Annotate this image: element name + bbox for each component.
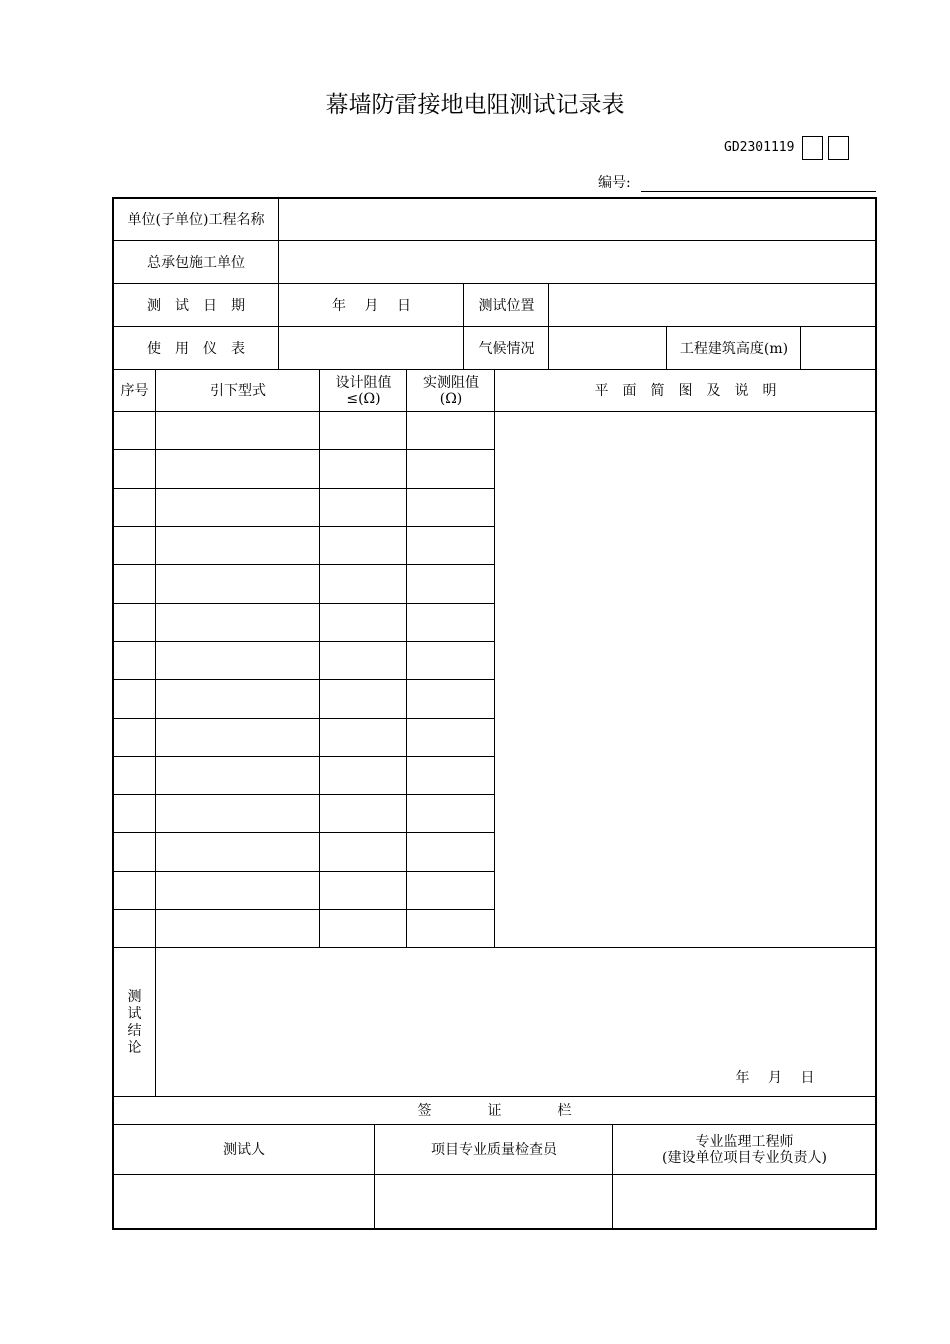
- down-type-cell[interactable]: [157, 758, 319, 794]
- down-type-cell[interactable]: [157, 834, 319, 871]
- actual-resistance-cell[interactable]: [408, 681, 494, 718]
- code-box-1[interactable]: [802, 136, 823, 160]
- contractor-label: 总承包施工单位: [147, 254, 245, 271]
- seq-cell[interactable]: [114, 720, 155, 756]
- col-plan-sketch: 平 面 简 图 及 说 明: [594, 383, 777, 399]
- col-down-type: 引下型式: [210, 383, 266, 399]
- down-type-cell[interactable]: [157, 873, 319, 909]
- design-resistance-cell[interactable]: [321, 413, 406, 449]
- form-code: GD2301119: [724, 140, 795, 155]
- inspector-label: 项目专业质量检查员: [431, 1142, 557, 1158]
- inspector-signature-field[interactable]: [376, 1176, 612, 1228]
- down-type-cell[interactable]: [157, 566, 319, 603]
- down-type-cell[interactable]: [157, 643, 319, 679]
- actual-resistance-cell[interactable]: [408, 643, 494, 679]
- design-resistance-cell[interactable]: [321, 758, 406, 794]
- seq-cell[interactable]: [114, 643, 155, 679]
- project-name-label: 单位(子单位)工程名称: [127, 211, 265, 228]
- supervisor-signature-field[interactable]: [614, 1176, 875, 1228]
- actual-resistance-cell[interactable]: [408, 451, 494, 488]
- design-resistance-cell[interactable]: [321, 873, 406, 909]
- building-height-label: 工程建筑高度(m): [679, 340, 789, 357]
- seq-cell[interactable]: [114, 451, 155, 488]
- down-type-cell[interactable]: [157, 605, 319, 641]
- down-type-cell[interactable]: [157, 528, 319, 564]
- seq-cell[interactable]: [114, 490, 155, 526]
- actual-resistance-cell[interactable]: [408, 720, 494, 756]
- down-type-cell[interactable]: [157, 490, 319, 526]
- seq-cell[interactable]: [114, 796, 155, 832]
- seq-cell[interactable]: [114, 528, 155, 564]
- design-resistance-cell[interactable]: [321, 643, 406, 679]
- design-resistance-cell[interactable]: [321, 681, 406, 718]
- actual-resistance-cell[interactable]: [408, 796, 494, 832]
- down-type-cell[interactable]: [157, 911, 319, 947]
- design-resistance-cell[interactable]: [321, 720, 406, 756]
- actual-resistance-cell[interactable]: [408, 911, 494, 947]
- col-seq: 序号: [120, 383, 149, 399]
- weather-label: 气候情况: [478, 340, 535, 357]
- seq-cell[interactable]: [114, 873, 155, 909]
- plan-sketch-area[interactable]: [496, 413, 875, 947]
- test-location-field[interactable]: [550, 285, 875, 326]
- test-date-label: 测 试 日 期: [147, 297, 245, 314]
- building-height-field[interactable]: [802, 328, 875, 369]
- down-type-cell[interactable]: [157, 413, 319, 449]
- down-type-cell[interactable]: [157, 681, 319, 718]
- weather-field[interactable]: [550, 328, 666, 369]
- seq-cell[interactable]: [114, 605, 155, 641]
- contractor-field[interactable]: [280, 242, 875, 283]
- seq-cell[interactable]: [114, 566, 155, 603]
- number-label: 编号:: [598, 175, 631, 191]
- down-type-cell[interactable]: [157, 451, 319, 488]
- actual-resistance-cell[interactable]: [408, 873, 494, 909]
- actual-resistance-cell[interactable]: [408, 528, 494, 564]
- down-type-cell[interactable]: [157, 796, 319, 832]
- conclusion-label: 测试结论: [127, 988, 142, 1056]
- col-actual-resistance: 实测阻值(Ω): [423, 375, 479, 407]
- supervisor-label: [614, 1126, 875, 1174]
- instrument-field[interactable]: [280, 328, 463, 369]
- seq-cell[interactable]: [114, 758, 155, 794]
- seq-cell[interactable]: [114, 911, 155, 947]
- seq-cell[interactable]: [114, 681, 155, 718]
- signature-bar-label: 签 证 栏: [417, 1103, 572, 1119]
- design-resistance-cell[interactable]: [321, 528, 406, 564]
- tester-signature-field[interactable]: [114, 1176, 374, 1228]
- actual-resistance-cell[interactable]: [408, 413, 494, 449]
- actual-resistance-cell[interactable]: [408, 566, 494, 603]
- test-date-field[interactable]: 年 月 日: [332, 297, 411, 314]
- actual-resistance-cell[interactable]: [408, 605, 494, 641]
- design-resistance-cell[interactable]: [321, 834, 406, 871]
- seq-cell[interactable]: [114, 834, 155, 871]
- design-resistance-cell[interactable]: [321, 566, 406, 603]
- test-location-label: 测试位置: [478, 297, 535, 314]
- project-name-field[interactable]: [280, 199, 875, 240]
- page-title: 幕墙防雷接地电阻测试记录表: [325, 92, 625, 118]
- design-resistance-cell[interactable]: [321, 490, 406, 526]
- code-box-2[interactable]: [828, 136, 849, 160]
- instrument-label: 使 用 仪 表: [147, 340, 245, 357]
- supervisor-label-line1: 专业监理工程师: [695, 1134, 794, 1150]
- actual-resistance-cell[interactable]: [408, 758, 494, 794]
- design-resistance-cell[interactable]: [321, 796, 406, 832]
- actual-resistance-cell[interactable]: [408, 834, 494, 871]
- down-type-cell[interactable]: [157, 720, 319, 756]
- design-resistance-cell[interactable]: [321, 451, 406, 488]
- conclusion-date: 年 月 日: [735, 1070, 815, 1086]
- number-field[interactable]: [641, 191, 876, 192]
- design-resistance-cell[interactable]: [321, 911, 406, 947]
- seq-cell[interactable]: [114, 413, 155, 449]
- tester-label: 测试人: [223, 1142, 265, 1158]
- design-resistance-cell[interactable]: [321, 605, 406, 641]
- supervisor-label-line2: (建设单位项目专业负责人): [662, 1150, 827, 1166]
- col-design-resistance: 设计阻值≤(Ω): [335, 375, 392, 407]
- actual-resistance-cell[interactable]: [408, 490, 494, 526]
